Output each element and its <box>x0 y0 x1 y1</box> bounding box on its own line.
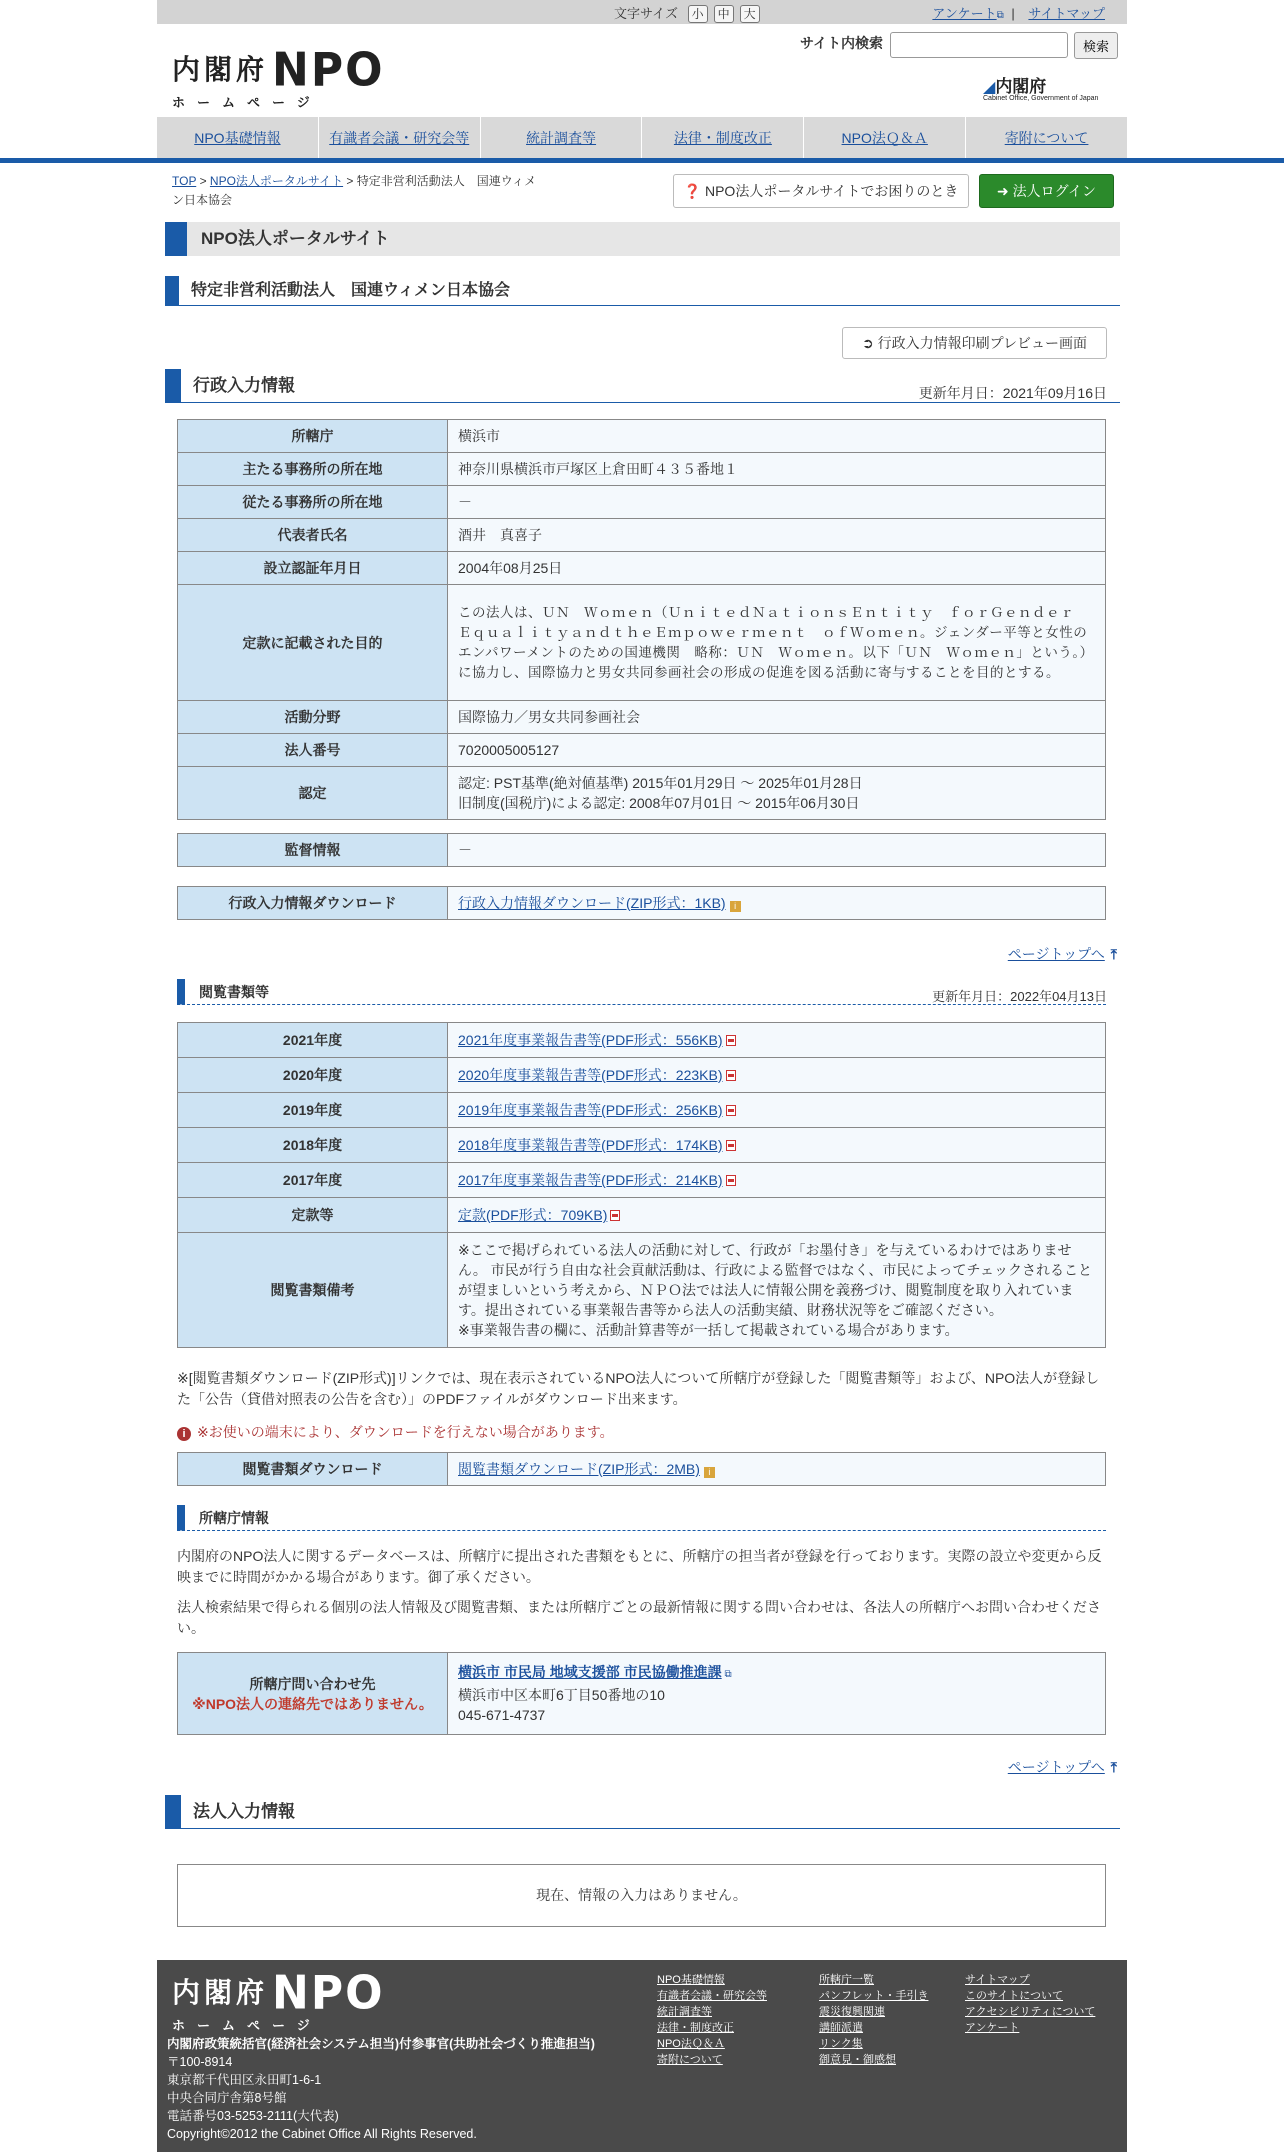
table-row <box>178 834 1106 867</box>
row-label: 主たる事務所の所在地 <box>178 453 448 486</box>
login-button-label: 法人ログイン <box>1012 183 1096 199</box>
authority-office-link[interactable]: 横浜市 市民局 地域支援部 市民協働推進課 <box>458 1664 722 1680</box>
table-row <box>178 1058 1106 1093</box>
row-value: － <box>448 834 1106 867</box>
footer-link[interactable]: 寄附について <box>657 2054 723 2066</box>
table-row <box>178 1198 1106 1233</box>
footer-link[interactable]: 講師派遣 <box>819 2022 863 2034</box>
arrow-up-icon: ⤒ <box>1110 946 1117 962</box>
question-icon: ❓ <box>683 183 702 199</box>
cao-logo-jp: 内閣府 <box>995 77 1047 96</box>
logo-kanji: 内閣府 <box>172 54 269 85</box>
corp-info-heading: 法人入力情報 <box>165 1795 1120 1829</box>
table-row <box>178 1233 1106 1348</box>
row-label: 活動分野 <box>178 701 448 734</box>
doc-link[interactable]: 2019年度事業報告書等(PDF形式：256KB) <box>458 1102 723 1118</box>
row-label: 認定 <box>178 767 448 820</box>
zip-icon: i <box>704 1467 715 1478</box>
pdf-icon <box>726 1105 736 1116</box>
breadcrumb-current: 特定非営利活動法人 国連ウィメン日本協会 <box>172 174 537 207</box>
authority-text-2: 法人検索結果で得られる個別の法人情報及び閲覧書類、または所轄庁ごとの最新情報に関する問い合わせは、各法人の所轄庁へお問い合わせください。 <box>177 1599 1101 1636</box>
docs-warning <box>177 1422 614 1442</box>
row-value <box>448 1198 1106 1233</box>
nav-npo-qa[interactable]: NPO法Ｑ＆Ａ <box>804 117 966 160</box>
gov-info-heading: 行政入力情報 <box>165 369 1120 403</box>
pdf-icon <box>726 1035 736 1046</box>
table-row <box>178 767 1106 820</box>
pagetop-label[interactable]: ページトップへ <box>1007 946 1105 962</box>
supervision-table <box>177 833 1106 867</box>
gov-info-updated: 更新年月日：2021年09月16日 <box>918 385 1107 401</box>
login-button[interactable] <box>979 174 1114 208</box>
pdf-icon <box>726 1140 736 1151</box>
footer-link[interactable]: NPO基礎情報 <box>657 1974 725 1986</box>
footer-link[interactable]: アンケート <box>965 2022 1020 2034</box>
print-preview-label: 行政入力情報印刷プレビュー画面 <box>877 335 1088 351</box>
breadcrumb <box>172 172 542 210</box>
help-button[interactable] <box>673 174 969 208</box>
search-input[interactable] <box>890 32 1068 58</box>
row-value <box>448 1453 1106 1486</box>
font-size-small-button[interactable]: 小 <box>688 5 708 23</box>
docs-heading: 閲覧書類等 <box>177 979 1106 1005</box>
nav-law-revision[interactable]: 法律・制度改正 <box>642 117 804 160</box>
pdf-icon <box>726 1070 736 1081</box>
docs-updated: 更新年月日：2022年04月13日 <box>932 989 1107 1004</box>
footer-link[interactable]: 有識者会議・研究会等 <box>657 1990 767 2002</box>
authority-address: 横浜市中区本町6丁目50番地の10 <box>458 1687 665 1703</box>
warning-text: ※お使いの端末により、ダウンロードを行えない場合があります。 <box>197 1424 614 1440</box>
nav-donation[interactable]: 寄附について <box>1004 130 1089 146</box>
breadcrumb-sep: > <box>196 174 210 188</box>
top-links <box>922 3 1105 22</box>
table-row <box>178 701 1106 734</box>
table-row <box>178 1453 1106 1486</box>
logo-npo-text: NPO <box>272 1966 385 2021</box>
doc-link[interactable]: 2021年度事業報告書等(PDF形式：556KB) <box>458 1032 723 1048</box>
row-value <box>448 767 1106 820</box>
authority-text-1: 内閣府のNPO法人に関するデータベースは、所轄庁に提出された書類をもとに、所轄庁の担当者が登録を行っております。実際の設立や変更から反映までに時間がかかる場合があります。御了承ください。 <box>177 1548 1102 1585</box>
row-value: 酒井 真喜子 <box>448 519 1106 552</box>
table-row <box>178 486 1106 519</box>
row-value <box>448 1233 1106 1348</box>
table-row <box>178 887 1106 920</box>
font-size-medium-button[interactable]: 中 <box>714 5 734 23</box>
doc-link[interactable]: 2020年度事業報告書等(PDF形式：223KB) <box>458 1067 723 1083</box>
footer-col-3 <box>965 1972 1095 2036</box>
logo-subtitle: ホームページ <box>172 95 322 110</box>
font-size-controls <box>614 3 760 23</box>
pdf-icon <box>726 1175 736 1186</box>
sitemap-link[interactable]: サイトマップ <box>1028 6 1105 21</box>
row-label: 閲覧書類備考 <box>178 1233 448 1348</box>
footer-addr1: 東京都千代田区永田町1-6-1 <box>167 2073 322 2087</box>
table-row <box>178 519 1106 552</box>
pagetop-link[interactable] <box>1008 1757 1117 1777</box>
footer-logo[interactable] <box>172 1968 385 2034</box>
docs-note: ※[閲覧書類ダウンロード(ZIP形式)]リンクでは、現在表示されているNPO法人について所轄庁が登録した「閲覧書類等」および、NPO法人が登録した「公告（貸借対照表の公告を含む）」のPDFファイルがダウンロード出来ます。 <box>177 1370 1100 1407</box>
table-row <box>178 734 1106 767</box>
authority-contact-table <box>177 1652 1106 1735</box>
logo-subtitle: ホームページ <box>172 2018 322 2033</box>
row-label: 2017年度 <box>178 1163 448 1198</box>
org-title: 特定非営利活動法人 国連ウィメン日本協会 <box>165 276 1120 306</box>
row-value: 2004年08月25日 <box>448 552 1106 585</box>
zip-icon: i <box>730 901 741 912</box>
pdf-icon <box>610 1210 620 1221</box>
header-divider <box>0 158 1284 163</box>
doc-link[interactable]: 2018年度事業報告書等(PDF形式：174KB) <box>458 1137 723 1153</box>
row-value <box>448 1058 1106 1093</box>
footer-link[interactable]: 所轄庁一覧 <box>819 1974 874 1986</box>
breadcrumb-sep: > <box>343 174 357 188</box>
footer-tel: 電話番号03-5253-2111(大代表) <box>167 2109 339 2123</box>
footer-col-1 <box>657 1972 767 2068</box>
table-row <box>178 585 1106 701</box>
footer-link[interactable]: このサイトについて <box>965 1990 1064 2002</box>
external-link-icon: ⧉ <box>996 10 1004 21</box>
table-row <box>178 420 1106 453</box>
arrow-up-icon: ⤒ <box>1110 1759 1117 1775</box>
row-label: 2021年度 <box>178 1023 448 1058</box>
corp-info-empty: 現在、情報の入力はありません。 <box>177 1864 1106 1927</box>
font-size-label: 文字サイズ <box>614 6 678 21</box>
row-label: 定款に記載された目的 <box>178 585 448 701</box>
global-nav <box>157 117 1127 160</box>
row-label: 定款等 <box>178 1198 448 1233</box>
row-value <box>448 887 1106 920</box>
table-row <box>178 453 1106 486</box>
footer-link[interactable]: サイトマップ <box>965 1974 1030 1986</box>
authority-heading: 所轄庁情報 <box>177 1505 1106 1531</box>
footer-link[interactable]: アクセシビリティについて <box>965 2006 1096 2018</box>
row-value <box>448 1653 1106 1735</box>
footer-link[interactable]: 統計調査等 <box>657 2006 712 2018</box>
row-value: 7020005005127 <box>448 734 1106 767</box>
row-value <box>448 1163 1106 1198</box>
nav-expert-meetings[interactable]: 有識者会議・研究会等 <box>319 117 481 160</box>
table-row <box>178 1653 1106 1735</box>
row-label: 監督情報 <box>178 834 448 867</box>
row-label: 2020年度 <box>178 1058 448 1093</box>
row-label: 従たる事務所の所在地 <box>178 486 448 519</box>
row-label <box>178 1653 448 1735</box>
row-label: 所轄庁 <box>178 420 448 453</box>
row-value: 国際協力／男女共同参画社会 <box>448 701 1106 734</box>
row-label: 設立認証年月日 <box>178 552 448 585</box>
cao-swoosh-icon: ◢ <box>983 79 996 96</box>
footer-link[interactable]: 震災復興関連 <box>819 2006 885 2018</box>
cert-line-2: 旧制度(国税庁)による認定: 2008年07月01日 ～ 2015年06月30日 <box>458 795 860 811</box>
docs-table <box>177 1022 1106 1348</box>
pagetop-link[interactable] <box>1008 944 1117 964</box>
contact-warning: ※NPO法人の連絡先ではありません。 <box>192 1695 433 1712</box>
doc-link[interactable]: 2017年度事業報告書等(PDF形式：214KB) <box>458 1172 723 1188</box>
row-label: 法人番号 <box>178 734 448 767</box>
footer-address <box>167 2035 595 2143</box>
arrow-circle-icon: ➲ <box>861 335 874 351</box>
table-row <box>178 1128 1106 1163</box>
site-search <box>800 33 1109 54</box>
breadcrumb-portal[interactable]: NPO法人ポータルサイト <box>209 174 344 188</box>
contact-label: 所轄庁問い合わせ先 <box>249 1675 376 1692</box>
row-value: － <box>448 486 1106 519</box>
font-size-large-button[interactable]: 大 <box>740 5 760 23</box>
footer-copyright: Copyright©2012 the Cabinet Office All Rights Reserved. <box>167 2127 477 2141</box>
portal-heading: NPO法人ポータルサイト <box>165 222 1120 256</box>
cert-line-1: 認定: PST基準(絶対値基準) 2015年01月29日 ～ 2025年01月28日 <box>458 775 863 791</box>
row-value: 神奈川県横浜市戸塚区上倉田町４３５番地１ <box>448 453 1106 486</box>
search-label: サイト内検索 <box>800 35 884 51</box>
footer-zip: 〒100-8914 <box>167 2055 233 2069</box>
gov-info-table <box>177 419 1106 820</box>
table-row <box>178 1093 1106 1128</box>
footer-col-2 <box>819 1972 928 2068</box>
footer-office: 内閣府政策統括官(経済社会システム担当)付参事官(共助社会づくり推進担当) <box>167 2037 595 2051</box>
pagetop-label[interactable]: ページトップへ <box>1007 1759 1105 1775</box>
cao-logo-en: Cabinet Office, Government of Japan <box>983 95 1099 102</box>
footer <box>157 1960 1127 2152</box>
separator: | <box>1011 6 1015 21</box>
row-label: 行政入力情報ダウンロード <box>178 887 448 920</box>
survey-link[interactable]: アンケート <box>932 6 997 21</box>
cabinet-office-logo[interactable] <box>983 72 1098 102</box>
help-button-label: NPO法人ポータルサイトでお困りのとき <box>704 183 959 199</box>
row-value <box>448 1128 1106 1163</box>
remarks-text-2: ※事業報告書の欄に、活動計算書等が一括して掲載されている場合があります。 <box>458 1322 959 1338</box>
row-label: 2019年度 <box>178 1093 448 1128</box>
authority-phone: 045-671-4737 <box>458 1707 546 1723</box>
table-row <box>178 552 1106 585</box>
footer-link[interactable]: リンク集 <box>819 2038 863 2050</box>
logo-npo-text: NPO <box>272 43 385 98</box>
login-icon: ➜ <box>997 183 1009 199</box>
doc-link[interactable]: 定款(PDF形式：709KB) <box>458 1207 608 1223</box>
row-label: 2018年度 <box>178 1128 448 1163</box>
nav-statistics[interactable]: 統計調査等 <box>481 117 643 160</box>
footer-link[interactable]: パンフレット・手引き <box>819 1990 929 2002</box>
row-label: 閲覧書類ダウンロード <box>178 1453 448 1486</box>
gov-download-link[interactable]: 行政入力情報ダウンロード(ZIP形式：1KB) <box>458 895 726 911</box>
table-row <box>178 1023 1106 1058</box>
row-label: 代表者氏名 <box>178 519 448 552</box>
nav-npo-basics[interactable]: NPO基礎情報 <box>157 117 319 160</box>
row-value <box>448 1093 1106 1128</box>
logo-kanji: 内閣府 <box>172 1977 269 2008</box>
external-link-icon: ⧉ <box>721 1669 732 1680</box>
row-value <box>448 1023 1106 1058</box>
top-bar <box>157 0 1127 24</box>
site-logo[interactable] <box>172 45 385 111</box>
print-preview-button[interactable] <box>842 327 1107 359</box>
breadcrumb-top[interactable]: TOP <box>172 174 197 188</box>
remarks-text: ※ここで掲げられている法人の活動に対して、行政が「お墨付き」を与えているわけではありません。 市民が行う自由な社会貢献活動は、行政による監督ではなく、市民によってチェックされることが望ましいという考えから、ＮＰＯ法では法人に情報公開を義務づけ、閲覧制度を取り入れています。提出されている事業報告書等から法人の活動実績、財務状況等をご確認ください。 <box>458 1242 1093 1318</box>
footer-link[interactable]: 御意見・御感想 <box>819 2054 896 2066</box>
info-icon: i <box>177 1427 191 1441</box>
footer-link[interactable]: 法律・制度改正 <box>657 2022 734 2034</box>
row-value: 横浜市 <box>448 420 1106 453</box>
docs-download-table <box>177 1452 1106 1486</box>
footer-addr2: 中央合同庁舎第8号館 <box>167 2091 287 2105</box>
footer-link[interactable]: NPO法Ｑ＆Ａ <box>657 2038 725 2050</box>
search-button[interactable]: 検索 <box>1074 32 1118 59</box>
row-value: この法人は、ＵＮ Ｗｏｍｅｎ（ＵｎｉｔｅｄＮａｔｉｏｎｓＥｎｔｉｔｙ ｆｏｒＧｅｎｄｅｒ ＥｑｕａｌｉｔｙａｎｄｔｈｅＥｍｐｏｗｅｒｍｅｎｔ ｏｆＷｏｍｅｎ。ジェンダー平等と女性のエンパワーメントのための国連機関 略称：ＵＮ Ｗｏｍｅｎ。以下「ＵＮ Ｗｏｍｅｎ」という。）に協力し、国際協力と男女共同参画社会の形成の促進を図る活動に寄与することを目的とする。 <box>448 585 1106 701</box>
gov-download-table <box>177 886 1106 920</box>
docs-download-link[interactable]: 閲覧書類ダウンロード(ZIP形式：2MB) <box>458 1461 700 1477</box>
table-row <box>178 1163 1106 1198</box>
